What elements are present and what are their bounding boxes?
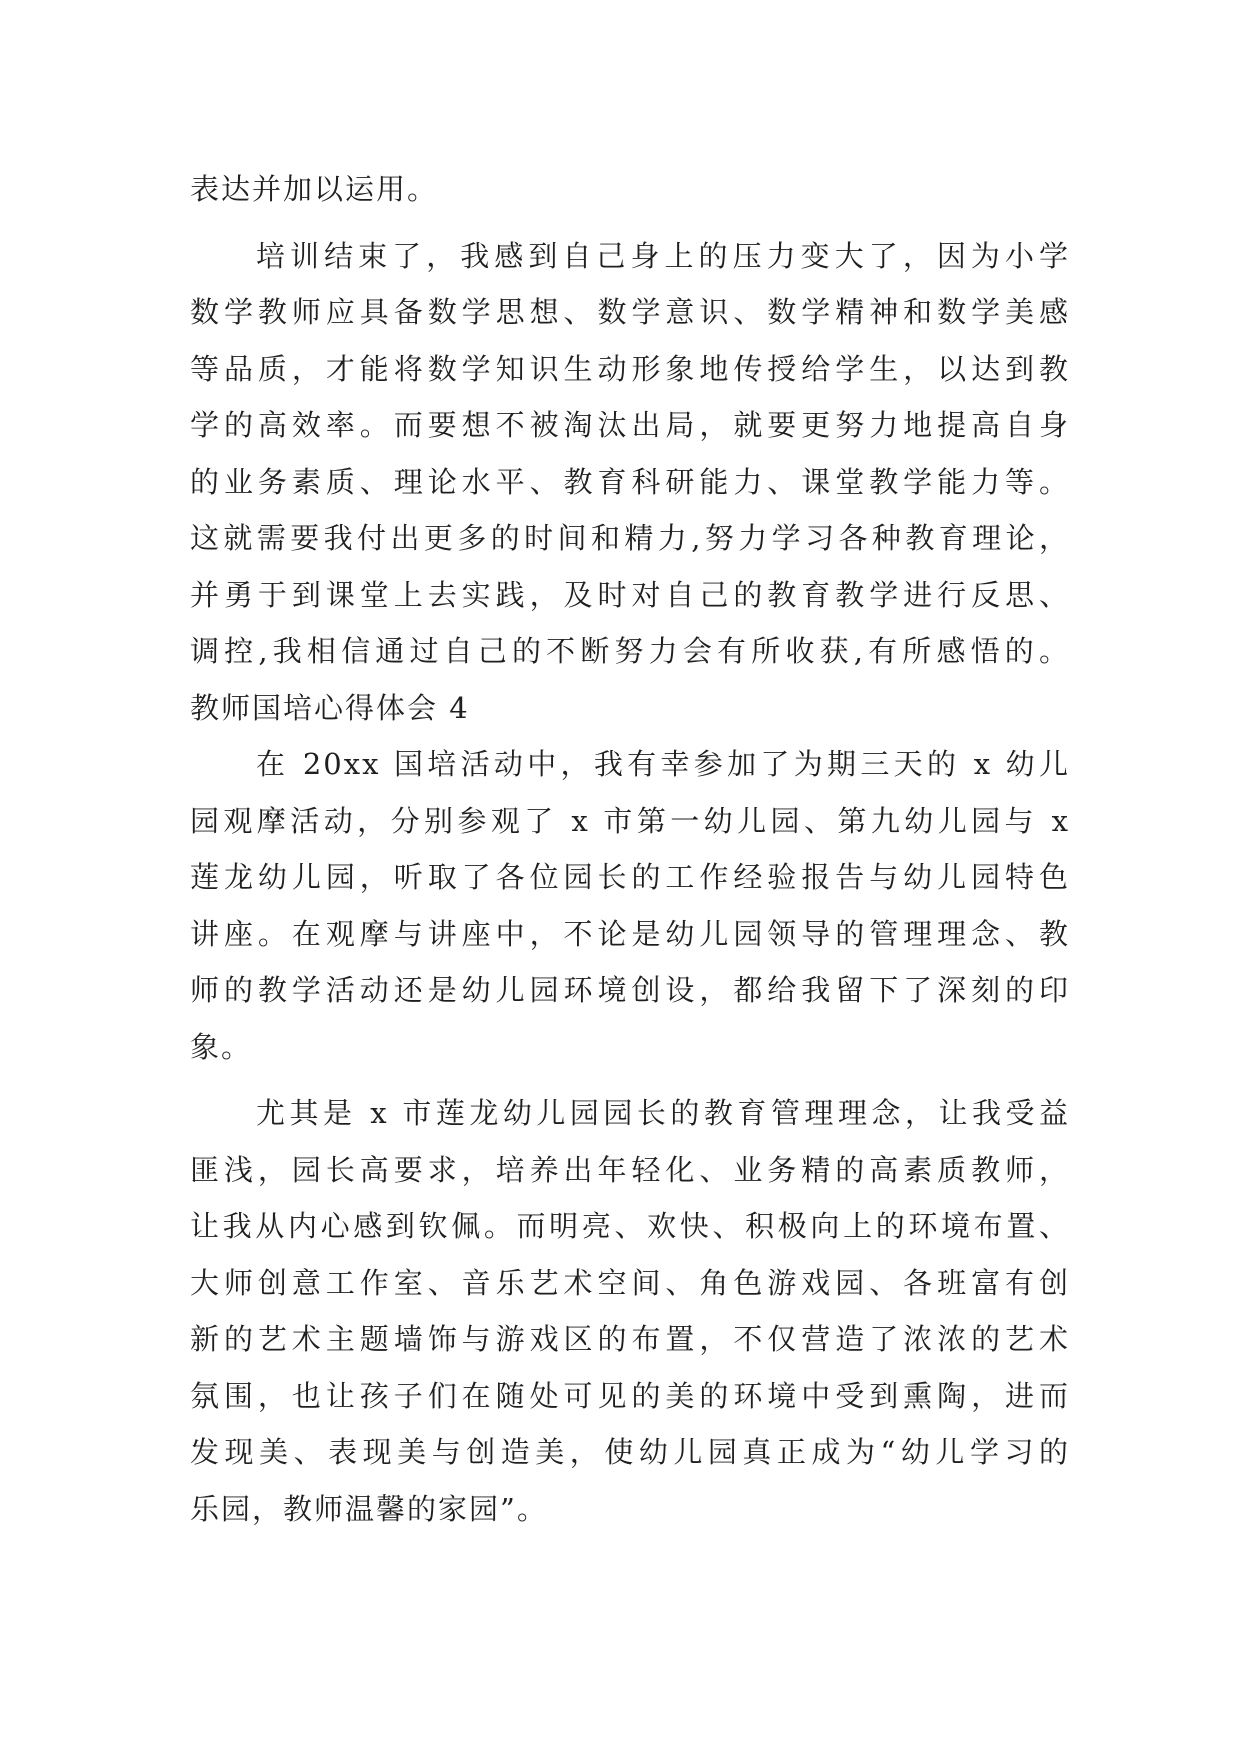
text-line: 园观摩活动，分别参观了 x 市第一幼儿园、第九幼儿园与 x xyxy=(190,803,1070,838)
text-line: 并勇于到课堂上去实践，及时对自己的教育教学进行反思、 xyxy=(190,577,1070,612)
text-line: 尤其是 x 市莲龙幼儿园园长的教育管理理念，让我受益 xyxy=(256,1096,1070,1130)
text-line: 讲座。在观摩与讲座中，不论是幼儿园领导的管理理念、教 xyxy=(190,916,1070,951)
text-line: 新的艺术主题墙饰与游戏区的布置，不仅营造了浓浓的艺术 xyxy=(190,1322,1070,1356)
text-line: 这就需要我付出更多的时间和精力,努力学习各种教育理论， xyxy=(190,521,1070,555)
text-line: 学的高效率。而要想不被淘汰出局，就要更努力地提高自身 xyxy=(190,408,1070,442)
text-line: 数学教师应具备数学思想、数学意识、数学精神和数学美感 xyxy=(190,295,1070,329)
text-line: 表达并加以运用。 xyxy=(190,172,439,206)
text-line: 象。 xyxy=(190,1029,253,1064)
text-line: 教师国培心得体会 4 xyxy=(190,690,470,725)
text-line: 莲龙幼儿园，听取了各位园长的工作经验报告与幼儿园特色 xyxy=(190,860,1070,894)
text-line: 调控,我相信通过自己的不断努力会有所收获,有所感悟的。 xyxy=(190,634,1070,668)
text-line: 氛围，也让孩子们在随处可见的美的环境中受到熏陶，进而 xyxy=(190,1378,1070,1413)
text-line: 在 20xx 国培活动中，我有幸参加了为期三天的 x 幼儿 xyxy=(256,747,1070,781)
text-line: 等品质，才能将数学知识生动形象地传授给学生，以达到教 xyxy=(190,351,1070,386)
document-body xyxy=(190,161,1070,1537)
text-line: 培训结束了，我感到自己身上的压力变大了，因为小学 xyxy=(256,238,1070,273)
text-line: 大师创意工作室、音乐艺术空间、角色游戏园、各班富有创 xyxy=(190,1265,1070,1300)
text-line: 乐园，教师温馨的家园”。 xyxy=(190,1491,548,1526)
text-line: 匪浅，园长高要求，培养出年轻化、业务精的高素质教师， xyxy=(190,1152,1070,1187)
text-line: 发现美、表现美与创造美，使幼儿园真正成为“幼儿学习的 xyxy=(190,1435,1070,1469)
text-line: 师的教学活动还是幼儿园环境创设，都给我留下了深刻的印 xyxy=(190,973,1070,1007)
text-line: 让我从内心感到钦佩。而明亮、欢快、积极向上的环境布置、 xyxy=(190,1209,1070,1243)
text-line: 的业务素质、理论水平、教育科研能力、课堂教学能力等。 xyxy=(190,464,1070,499)
